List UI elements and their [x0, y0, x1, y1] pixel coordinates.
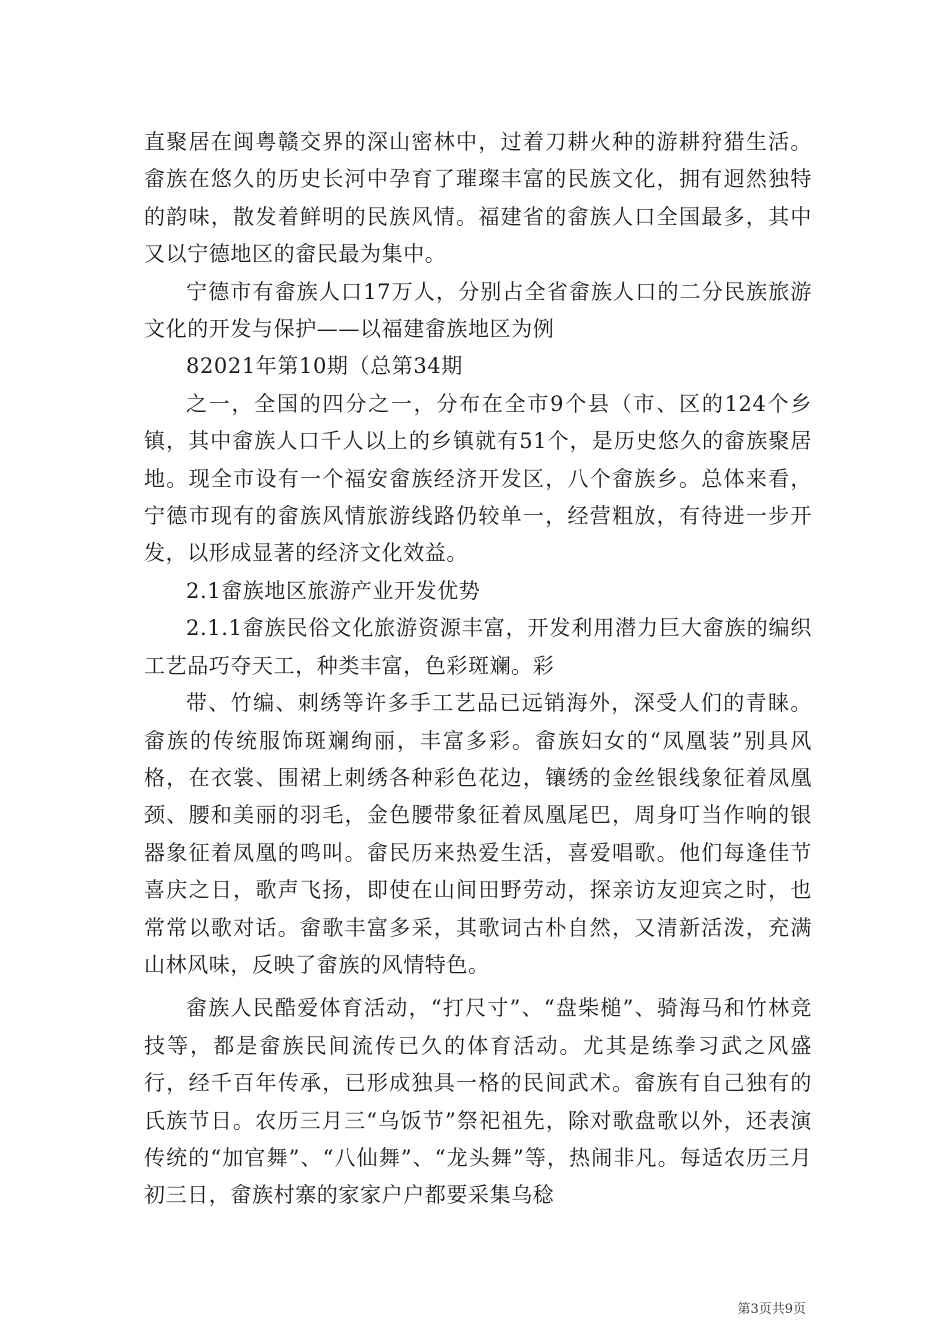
document-body [144, 124, 812, 1215]
paragraph-sports-festivals: 畲族人民酷爱体育活动，“打尺寸”、“盘柴槌”、骑海马和竹林竞技等，都是畲族民间流传已久的体育活动。尤其是练拳习武之风盛行，经千百年传承，已形成独具一格的民间武术。畲族有自己独有的氏族节日。农历三月三“乌饭节”祭祀祖先，除对歌盘歌以外，还表演传统的“加官舞”、“八仙舞”、“龙头舞”等，热闹非凡。每适农历三月初三日，畲族村寨的家家户户都要采集乌稔 [144, 996, 812, 1208]
page-number: 第3页共9页 [737, 1302, 806, 1317]
paragraph-distribution: 之一，全国的四分之一，分布在全市9个县（市、区的124个乡镇，其中畲族人口千人以上的乡镇就有51个，是历史悠久的畲族聚居地。现全市设有一个福安畲族经济开发区，八个畲族乡。总体来看，宁德市现有的畲族风情旅游线路仍较单一，经营粗放，有待进一步开发，以形成显著的经济文化效益。 [144, 391, 812, 566]
paragraph-ningde-population: 宁德市有畲族人口17万人，分别占全省畲族人口的二分民族旅游文化的开发与保护——以福建畲族地区为例 [144, 279, 812, 342]
paragraph-she-settlement-intro: 直聚居在闽粤赣交界的深山密林中，过着刀耕火种的游耕狩猎生活。畲族在悠久的历史长河中孕育了璀璨丰富的民族文化，拥有迥然独特的韵味，散发着鲜明的民族风情。福建省的畲族人口全国最多，其中又以宁德地区的畲民最为集中。 [144, 130, 812, 267]
paragraph-crafts-costume-songs: 带、竹编、刺绣等许多手工艺品已远销海外，深受人们的青睐。畲族的传统服饰斑斓绚丽，丰富多彩。畲族妇女的“凤凰装”别具风格，在衣裳、围裙上刺绣各种彩色花边，镶绣的金丝银线象征着凤凰颈、腰和美丽的羽毛，金色腰带象征着凤凰尾巴，周身叮当作响的银器象征着凤凰的鸣叫。畲民历来热爱生活，喜爱唱歌。他们每逢佳节喜庆之日，歌声飞扬，即使在山间田野劳动，探亲访友迎宾之时，也常常以歌对话。畲歌丰富多采，其歌词古朴自然，又清新活泼，充满山林风味，反映了畲族的风情特色。 [144, 691, 812, 977]
subsection-heading-2-1-1: 2.1.1畲族民俗文化旅游资源丰富，开发利用潜力巨大畲族的编织工艺品巧夺天工，种类丰富，色彩斑斓。彩 [144, 616, 812, 678]
paragraph-issue-line: 82021年第10期（总第34期 [186, 354, 463, 379]
section-heading-2-1: 2.1畲族地区旅游产业开发优势 [186, 578, 481, 603]
